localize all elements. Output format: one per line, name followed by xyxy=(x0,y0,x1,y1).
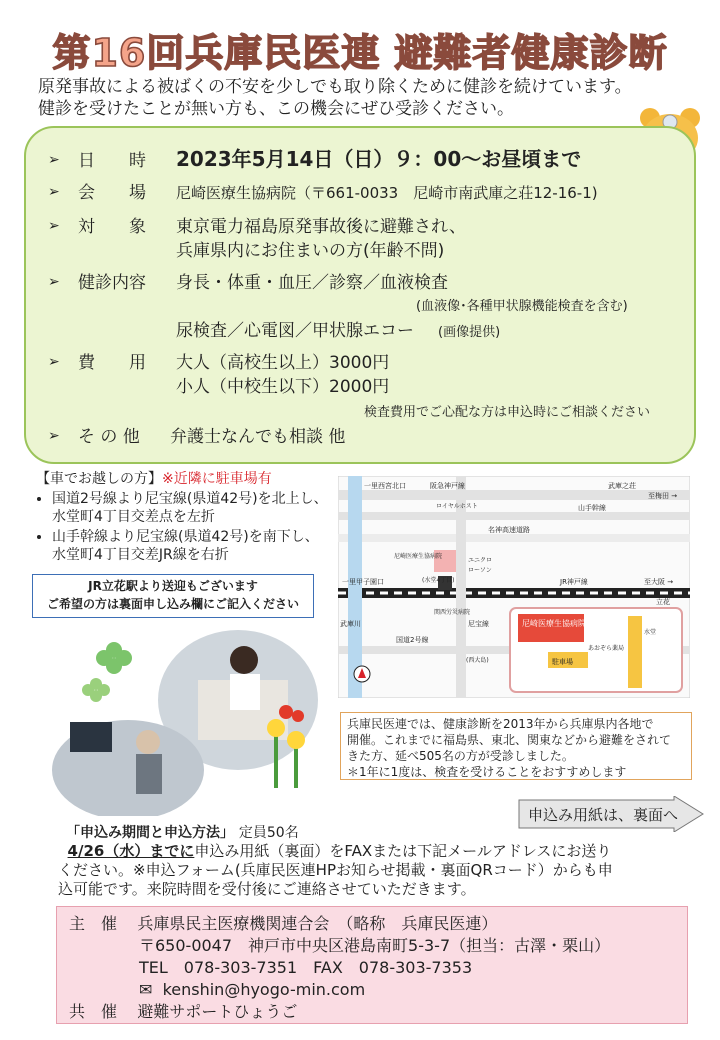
map-label: JR神戸線 xyxy=(560,578,588,586)
sponsor-box xyxy=(56,906,688,1024)
date-label: 日 時 xyxy=(78,151,146,171)
map-label: 武庫川 xyxy=(340,620,361,628)
details-box xyxy=(24,126,696,464)
arrow-bullet-icon: ➢ xyxy=(48,152,60,168)
intro-line: 原発事故による被ばくの不安を少しでも取り除くために健診を続けています。 xyxy=(38,77,632,97)
map-label: 駐車場 xyxy=(552,658,573,666)
page-title: 第16回兵庫民医連 避難者健康診断 xyxy=(52,31,668,75)
fee-note: 検査費用でご心配な方は申込時にご相談ください xyxy=(364,405,651,420)
other-label: そ の 他 xyxy=(78,427,140,447)
mail-icon: ✉ xyxy=(139,980,153,999)
content-line: 身長・体重・血圧／診察／血液検査 xyxy=(176,273,448,293)
note-line: ＊1年に1度は、検査を受けることをおすすめします xyxy=(347,765,627,779)
fee-line: 大人（高校生以上）3000円 xyxy=(176,353,390,373)
map-label: 一里西宮北口 xyxy=(364,482,406,490)
map-label: 武庫之荘 xyxy=(608,482,636,490)
map-label: 一里甲子園口 xyxy=(342,578,384,586)
fee-label: 費 用 xyxy=(78,353,146,373)
map-label: 名神高速道路 xyxy=(488,526,530,534)
host-label: 主 催 xyxy=(69,914,118,933)
target-line: 東京電力福島原発事故後に避難され、 xyxy=(176,217,467,237)
to-back-arrow xyxy=(518,796,704,832)
arrow-bullet-icon: ➢ xyxy=(48,218,60,234)
content-label: 健診内容 xyxy=(78,273,146,293)
map-label: ユニクロ xyxy=(468,557,493,564)
access-map xyxy=(338,476,690,698)
car-heading: 【車でお越しの方】 xyxy=(36,471,162,487)
arrow-bullet-icon: ➢ xyxy=(48,354,60,370)
fee-line: 小人（中校生以下）2000円 xyxy=(176,377,390,397)
host-phone: TEL 078-303-7351 FAX 078-303-7353 xyxy=(139,958,473,977)
map-label: ロイヤルホスト xyxy=(436,503,478,510)
to-back-label: 申込み用紙は、裏面へ xyxy=(528,806,679,824)
map-label: (水堂4丁目) xyxy=(422,577,455,584)
parking-note: ※近隣に駐車場有 xyxy=(162,471,272,487)
period-line: ください。※申込フォーム(兵庫民医連HPお知らせ掲載・裏面QRコード）からも申 xyxy=(58,861,613,879)
date-value: 2023年5月14日（日）９：00～お昼頃まで xyxy=(176,147,582,171)
capacity: 定員50名 xyxy=(238,825,299,841)
period-line: 申込み用紙（裏面）をFAXまたは下記メールアドレスにお送り xyxy=(194,842,612,860)
content-line: 尿検査／心電図／甲状腺エコー xyxy=(176,321,414,341)
venue-label: 会 場 xyxy=(78,183,146,203)
period-heading: 「申込み期間と申込方法」 xyxy=(66,825,234,841)
co-host-label: 共 催 xyxy=(69,1002,118,1021)
map-label: あおぞら薬局 xyxy=(588,645,625,652)
map-label: 山手幹線 xyxy=(578,504,606,512)
car-route-item: • 国道2号線より尼宝線(県道42号)を北上し、水堂町4丁目交差点を左折 xyxy=(52,490,331,526)
map-label: (西大島) xyxy=(466,657,489,664)
intro-text xyxy=(38,76,708,120)
note-line: 兵庫民医連では、健康診断を2013年から兵庫県内各地で xyxy=(347,717,654,731)
intro-line: 健診を受けたことが無い方も、この機会にぜひ受診ください。 xyxy=(38,99,514,119)
other-value: 弁護士なんでも相談 他 xyxy=(170,427,346,447)
map-label: 尼崎医療生協病院 xyxy=(394,553,443,560)
checkup-photo-illustration xyxy=(48,620,338,816)
map-label: 尼崎医療生協病院 xyxy=(522,619,586,628)
car-access-section xyxy=(36,470,331,566)
map-label: 国道2号線 xyxy=(396,636,429,644)
history-note-box xyxy=(340,712,692,780)
map-label: 立花 xyxy=(656,598,670,606)
host-name: 兵庫県民主医療機関連合会 （略称 兵庫民医連） xyxy=(137,914,498,933)
map-label: 阪急神戸線 xyxy=(430,482,465,490)
target-line: 兵庫県内にお住まいの方(年齢不問) xyxy=(176,241,445,261)
arrow-bullet-icon: ➢ xyxy=(48,428,60,444)
shuttle-notice xyxy=(32,574,314,618)
arrow-bullet-icon: ➢ xyxy=(48,274,60,290)
content-note: (画像提供) xyxy=(438,325,501,340)
period-text xyxy=(58,842,688,899)
note-line: きた方、延べ505名の方が受診しました。 xyxy=(347,749,574,763)
shuttle-line: JR立花駅より送迎もございます xyxy=(88,579,258,593)
content-note: (血液像･各種甲状腺機能検査を含む) xyxy=(416,299,628,314)
map-label: 水堂 xyxy=(644,629,657,636)
shuttle-line: ご希望の方は裏面申し込み欄にご記入ください xyxy=(46,597,299,611)
map-label: 至大阪 → xyxy=(644,578,674,586)
map-label: 至梅田 → xyxy=(648,492,678,500)
arrow-bullet-icon: ➢ xyxy=(48,184,60,200)
co-host-name: 避難サポートひょうご xyxy=(137,1002,298,1021)
period-heading-row xyxy=(66,822,299,842)
map-label: 関西労災病院 xyxy=(434,609,471,616)
host-address: 〒650-0047 神戸市中央区港島南町5-3-7（担当：古澤・栗山） xyxy=(139,936,611,955)
map-label: 尼宝線 xyxy=(468,620,489,628)
target-label: 対 象 xyxy=(78,217,146,237)
host-email[interactable]: kenshin@hyogo-min.com xyxy=(162,980,366,999)
deadline-date: 4/26（水）までに xyxy=(67,842,195,860)
map-label: ローソン xyxy=(468,567,492,574)
car-route-item: • 山手幹線より尼宝線(県道42号)を南下し、水堂町4丁目交差JR線を右折 xyxy=(52,528,331,564)
venue-value: 尼崎医療生協病院（〒661-0033 尼崎市南武庫之荘12-16-1) xyxy=(176,184,598,202)
note-line: 開催。これまでに福島県、東北、関東などから避難をされて xyxy=(347,733,672,747)
period-line: 込可能です。来院時間を受付後にご連絡させていただきます。 xyxy=(58,880,476,898)
